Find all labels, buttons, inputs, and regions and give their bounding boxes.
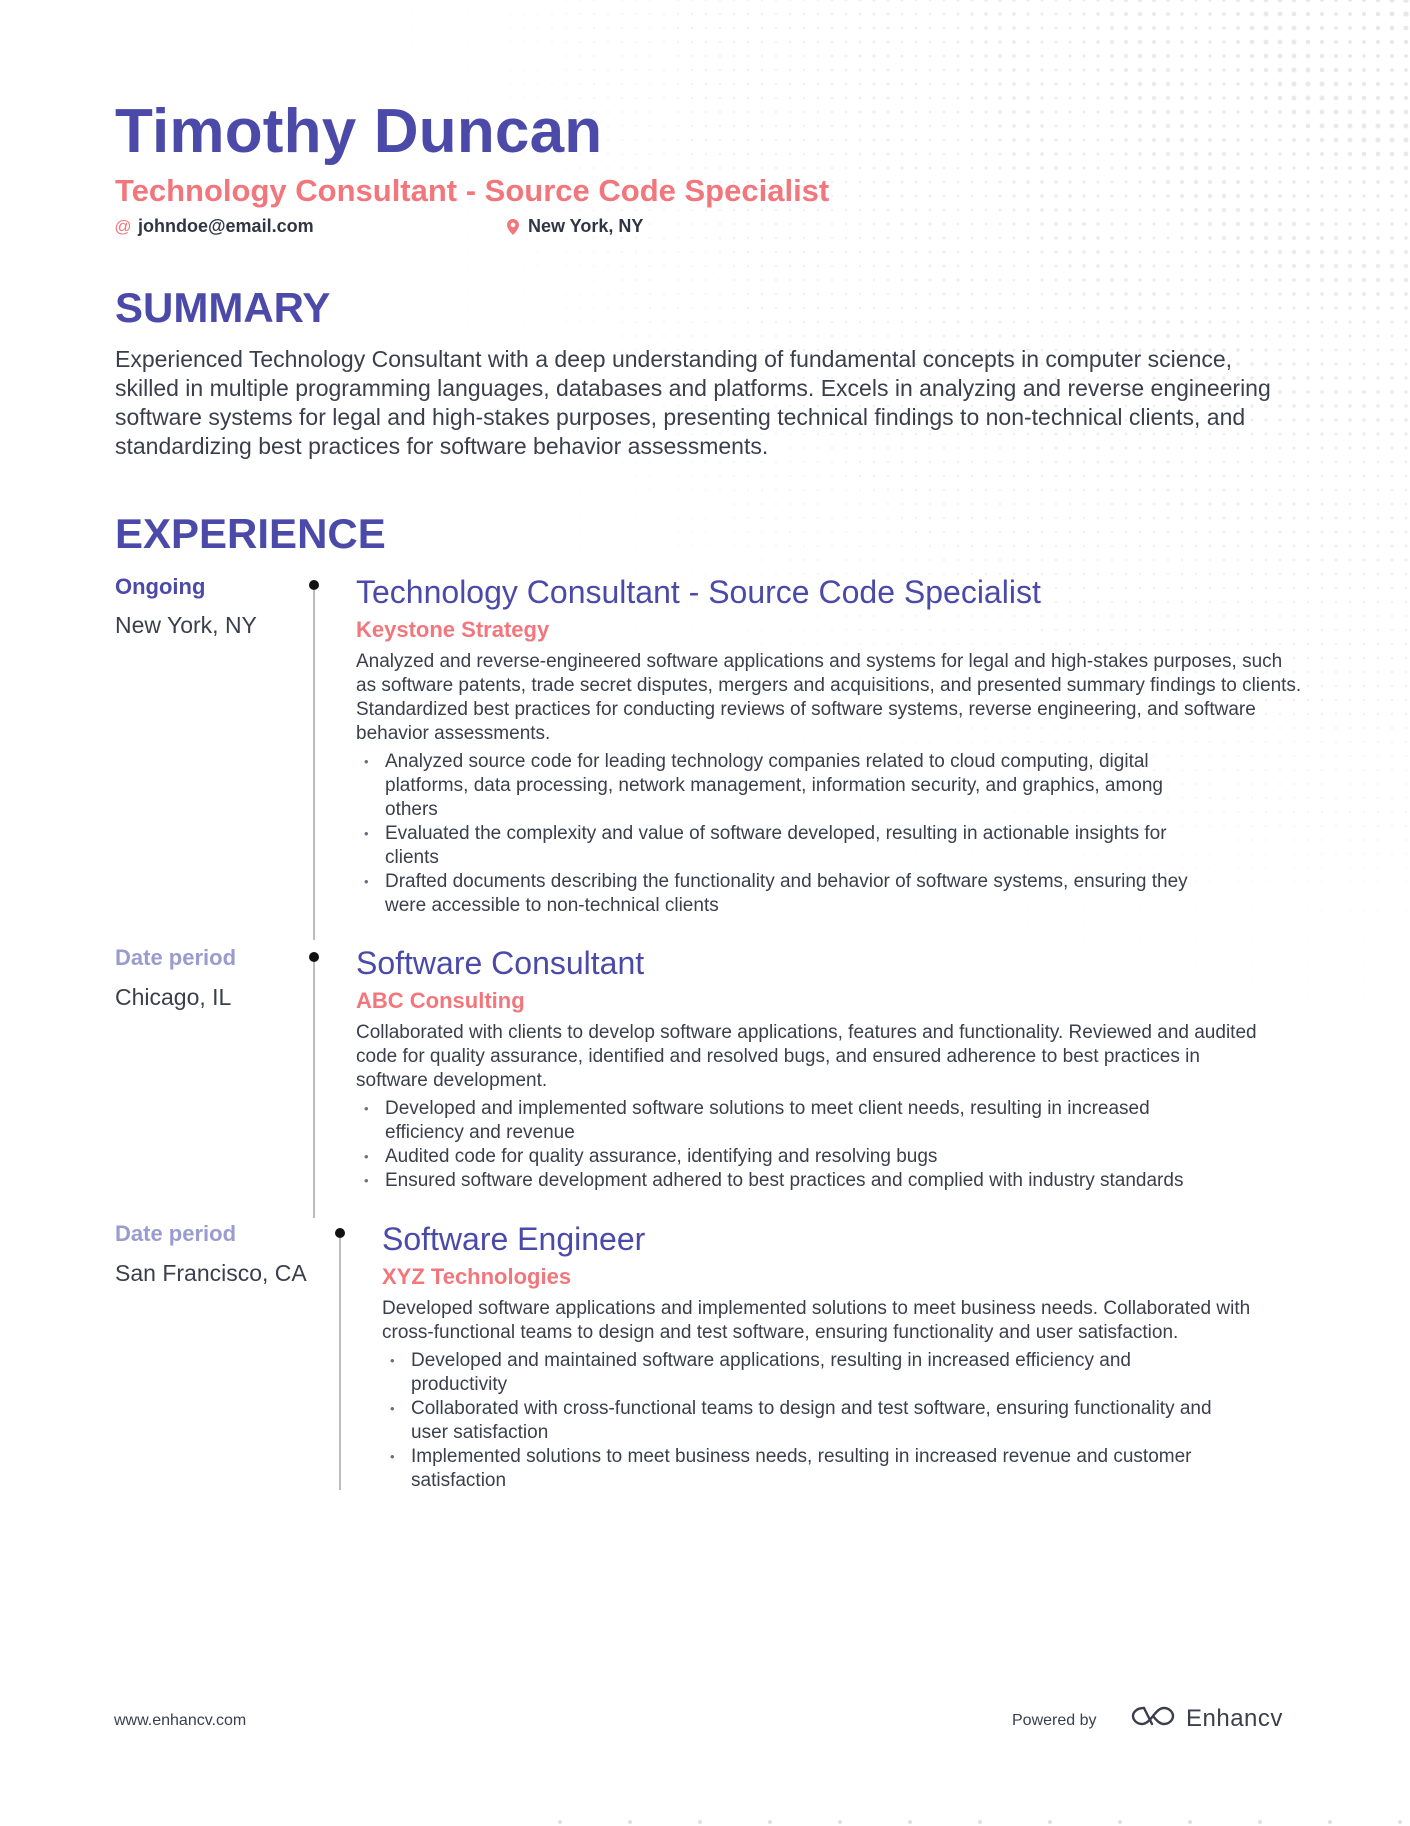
achievement-list bbox=[356, 1097, 1286, 1193]
company-name[interactable]: ABC Consulting bbox=[356, 988, 525, 1013]
at-icon: @ bbox=[114, 216, 132, 236]
contact-email[interactable] bbox=[115, 216, 314, 237]
list-item: • Drafted documents describing the functionality and behavior of software systems, ensuring they were accessible to non-technical clients bbox=[356, 870, 1276, 918]
entry-date: Date period bbox=[115, 945, 237, 970]
enhancv-logo[interactable] bbox=[1130, 1704, 1283, 1733]
list-item: • Developed and maintained software applications, resulting in increased efficiency and productivity bbox=[382, 1349, 1282, 1397]
summary-heading: SUMMARY bbox=[115, 284, 331, 331]
timeline-line bbox=[339, 1238, 341, 1490]
list-item: • Developed and implemented software solutions to meet client needs, resulting in increased efficiency and revenue bbox=[356, 1097, 1286, 1145]
job-title: Software Consultant bbox=[356, 945, 645, 981]
experience-entry bbox=[356, 944, 1257, 1193]
company-name[interactable]: Keystone Strategy bbox=[356, 617, 550, 642]
contact-location bbox=[505, 216, 643, 237]
summary-text: Experienced Technology Consultant with a deep understanding of fundamental concepts in computer science, skilled in multiple programming languages, databases and platforms. Excels in analyzing and reverse engineering software systems for legal and high-stakes purposes, presenting technical findings to non-technical clients, and standardizing best practices for software behavior assessments. bbox=[115, 346, 1271, 459]
achievement-list bbox=[356, 750, 1276, 918]
timeline-dot bbox=[335, 1228, 345, 1238]
job-title: Software Engineer bbox=[382, 1221, 646, 1257]
list-item: • Ensured software development adhered to best practices and complied with industry standards bbox=[356, 1169, 1286, 1193]
job-description: Analyzed and reverse-engineered software applications and systems for legal and high-stakes purposes, such as software patents, trade secret disputes, mergers and acquisitions, and presented summary findings to clients. Standardized best practices for conducting reviews of software systems, reverse engineering, and software behavior assessments. bbox=[356, 651, 1302, 744]
email-text: johndoe@email.com bbox=[138, 216, 314, 236]
enhancv-logo-text: Enhancv bbox=[1186, 1704, 1283, 1732]
experience-entry bbox=[382, 1220, 1251, 1493]
map-pin-icon bbox=[505, 219, 521, 235]
company-name[interactable]: XYZ Technologies bbox=[382, 1264, 572, 1289]
achievement-list bbox=[382, 1349, 1282, 1493]
list-item: • Collaborated with cross-functional teams to design and test software, ensuring functionality and user satisfaction bbox=[382, 1397, 1282, 1445]
job-title: Technology Consultant - Source Code Specialist bbox=[356, 574, 1041, 610]
job-description: Developed software applications and implemented solutions to meet business needs. Collaborated with cross-functional teams to design and test software, ensuring functionality and user satisfaction. bbox=[382, 1298, 1251, 1343]
location-text: New York, NY bbox=[528, 216, 644, 236]
entry-date: Ongoing bbox=[115, 574, 206, 599]
experience-entry bbox=[356, 573, 1302, 918]
footer-url-link[interactable]: www.enhancv.com bbox=[114, 1712, 247, 1729]
timeline-line bbox=[313, 962, 315, 1218]
candidate-headline: Technology Consultant - Source Code Specialist bbox=[115, 173, 830, 208]
enhancv-logo-icon bbox=[1130, 1704, 1176, 1733]
timeline-dot bbox=[309, 952, 319, 962]
timeline-line bbox=[313, 590, 315, 940]
entry-location: Chicago, IL bbox=[115, 984, 232, 1010]
list-item: • Analyzed source code for leading technology companies related to cloud computing, digital platforms, data processing, network management, information security, and graphics, among others bbox=[356, 750, 1276, 822]
list-item: • Implemented solutions to meet business needs, resulting in increased revenue and customer satisfaction bbox=[382, 1445, 1282, 1493]
timeline-dot bbox=[309, 580, 319, 590]
list-item: • Evaluated the complexity and value of software developed, resulting in actionable insights for clients bbox=[356, 822, 1276, 870]
list-item: • Audited code for quality assurance, identifying and resolving bugs bbox=[356, 1145, 1286, 1169]
job-description: Collaborated with clients to develop software applications, features and functionality. Reviewed and audited code for quality assurance, identified and resolved bugs, and ensured adherence to best practices in software development. bbox=[356, 1022, 1257, 1091]
candidate-name: Timothy Duncan bbox=[115, 97, 603, 166]
entry-location: New York, NY bbox=[115, 612, 257, 638]
entry-date: Date period bbox=[115, 1221, 237, 1246]
entry-location: San Francisco, CA bbox=[115, 1260, 307, 1286]
experience-heading: EXPERIENCE bbox=[115, 510, 386, 557]
powered-by-label: Powered by bbox=[1012, 1712, 1097, 1729]
